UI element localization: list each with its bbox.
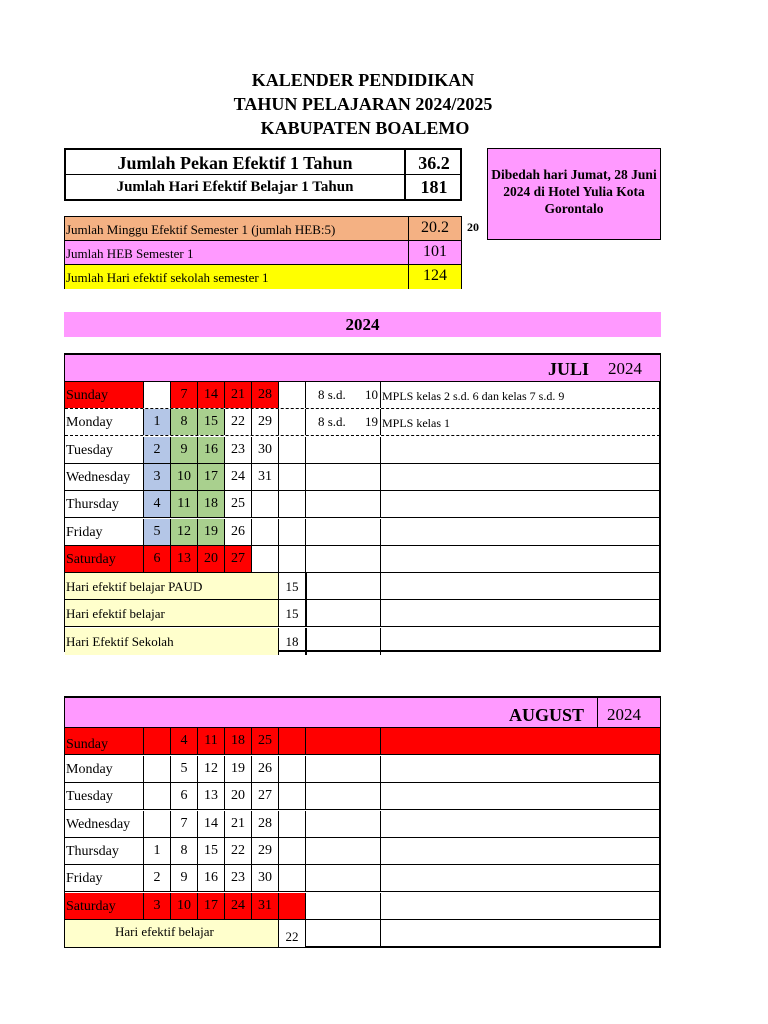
range-cell <box>306 920 381 947</box>
date-cell <box>279 756 306 782</box>
date-cell <box>279 865 306 891</box>
date-cell: 29 <box>252 838 279 864</box>
day-row-tuesday <box>65 783 660 810</box>
date-cell: 13 <box>198 783 225 809</box>
event-cell <box>381 838 660 864</box>
semester-label: Jumlah HEB Semester 1 <box>66 241 409 264</box>
date-cell: 4 <box>144 491 171 517</box>
summary-row-days <box>66 175 460 199</box>
month-name: AUGUST <box>509 705 585 725</box>
day-row-friday <box>65 519 660 546</box>
date-cell: 20 <box>225 783 252 809</box>
event-text: MPLS kelas 2 s.d. 6 dan kelas 7 s.d. 9 <box>382 389 565 403</box>
range-cell <box>306 519 381 545</box>
month-august <box>64 696 661 948</box>
effective-value: 22 <box>279 920 306 947</box>
range-from: 8 s.d. <box>318 414 346 430</box>
date-cell: 5 <box>171 756 198 782</box>
date-cell: 12 <box>198 756 225 782</box>
effective-label: Hari efektif belajar <box>65 920 279 947</box>
range-cell <box>306 756 381 782</box>
day-row-friday <box>65 865 660 892</box>
event-cell <box>381 437 660 463</box>
day-name: Thursday <box>65 838 144 864</box>
month-name: JULI <box>548 359 590 379</box>
date-cell: 13 <box>171 546 198 572</box>
date-cell: 23 <box>225 865 252 891</box>
date-cell <box>279 382 306 408</box>
date-cell: 19 <box>198 519 225 545</box>
event-cell <box>381 491 660 517</box>
effective-row <box>65 628 660 655</box>
day-row-monday <box>65 756 660 783</box>
date-cell: 18 <box>198 491 225 517</box>
header-divider <box>597 698 598 727</box>
event-cell <box>381 382 660 408</box>
day-row-wednesday <box>65 811 660 838</box>
date-cell: 2 <box>144 437 171 463</box>
day-name: Saturday <box>65 546 144 572</box>
date-cell <box>279 783 306 809</box>
range-cell <box>306 628 381 655</box>
semester-label: Jumlah Hari efektif sekolah semester 1 <box>66 265 409 289</box>
date-cell: 1 <box>144 838 171 864</box>
day-name: Wednesday <box>65 811 144 837</box>
range-cell <box>306 437 381 463</box>
date-cell <box>279 409 306 435</box>
date-cell: 9 <box>171 437 198 463</box>
day-row-thursday <box>65 838 660 865</box>
range-to: 10 <box>365 387 378 402</box>
date-cell: 16 <box>198 437 225 463</box>
date-cell <box>144 382 171 408</box>
day-name: Friday <box>65 865 144 891</box>
summary-value: 36.2 <box>418 153 450 173</box>
day-row-saturday <box>65 893 660 920</box>
date-cell: 17 <box>198 893 225 919</box>
date-cell: 24 <box>225 893 252 919</box>
range-cell <box>306 573 381 599</box>
date-cell <box>252 519 279 545</box>
date-cell: 21 <box>225 811 252 837</box>
day-name: Friday <box>65 519 144 545</box>
date-cell: 14 <box>198 382 225 408</box>
event-cell <box>381 893 660 919</box>
day-row-saturday <box>65 546 660 573</box>
date-cell <box>144 783 171 809</box>
day-row-sunday <box>65 728 660 755</box>
effective-row <box>65 573 660 600</box>
effective-label: Hari efektif belajar <box>65 600 279 626</box>
month-year: 2024 <box>608 359 642 378</box>
year-banner: 2024 <box>64 312 661 337</box>
date-cell: 22 <box>225 838 252 864</box>
date-cell <box>279 491 306 517</box>
effective-row <box>65 920 660 947</box>
day-row-thursday <box>65 491 660 518</box>
semester-value: 124 <box>423 267 447 284</box>
summary-value: 181 <box>420 177 448 197</box>
date-cell: 30 <box>252 437 279 463</box>
effective-label: Hari Efektif Sekolah <box>65 628 279 655</box>
semester-value: 101 <box>423 243 447 260</box>
date-cell: 10 <box>171 893 198 919</box>
range-cell <box>306 409 381 435</box>
semester-row-heb <box>65 241 461 265</box>
date-cell <box>144 811 171 837</box>
month-header <box>65 698 660 728</box>
day-name: Sunday <box>65 728 144 754</box>
summary-box <box>64 148 462 201</box>
event-cell <box>381 728 660 754</box>
day-name: Thursday <box>65 491 144 517</box>
semester-row-school-days <box>65 265 461 289</box>
date-cell: 22 <box>225 409 252 435</box>
day-name: Monday <box>65 756 144 782</box>
date-cell: 9 <box>171 865 198 891</box>
date-cell: 23 <box>225 437 252 463</box>
semester-value: 20.2 <box>421 219 449 236</box>
date-cell: 27 <box>252 783 279 809</box>
range-cell <box>306 865 381 891</box>
date-cell <box>279 811 306 837</box>
date-cell: 29 <box>252 409 279 435</box>
date-cell: 21 <box>225 382 252 408</box>
day-row-monday <box>65 409 660 436</box>
event-cell <box>381 756 660 782</box>
date-cell: 18 <box>225 728 252 754</box>
date-cell: 15 <box>198 409 225 435</box>
event-cell <box>381 519 660 545</box>
effective-value: 15 <box>279 573 306 599</box>
range-cell <box>306 491 381 517</box>
event-cell <box>381 409 660 435</box>
date-cell: 15 <box>198 838 225 864</box>
effective-row <box>65 600 660 627</box>
date-cell: 5 <box>144 519 171 545</box>
range-cell <box>306 728 381 754</box>
date-cell: 16 <box>198 865 225 891</box>
date-cell: 20 <box>198 546 225 572</box>
semester-side-value: 20 <box>467 220 479 234</box>
date-cell: 25 <box>252 728 279 754</box>
workshop-note: Dibedah hari Jumat, 28 Juni 2024 di Hotel Yulia Kota Gorontalo <box>487 148 661 240</box>
event-cell <box>381 783 660 809</box>
date-cell: 6 <box>144 546 171 572</box>
range-cell <box>306 600 381 626</box>
month-year: 2024 <box>607 705 641 724</box>
range-cell <box>306 382 381 408</box>
day-row-sunday <box>65 382 660 409</box>
semester-box <box>64 216 462 289</box>
date-cell: 10 <box>171 464 198 490</box>
day-name: Tuesday <box>65 437 144 463</box>
date-cell: 6 <box>171 783 198 809</box>
effective-label: Hari efektif belajar PAUD <box>65 573 279 599</box>
date-cell <box>279 546 306 572</box>
date-cell: 31 <box>252 464 279 490</box>
date-cell <box>252 546 279 572</box>
date-cell <box>279 437 306 463</box>
date-cell <box>144 756 171 782</box>
date-cell <box>144 728 171 754</box>
event-cell <box>381 865 660 891</box>
date-cell: 26 <box>252 756 279 782</box>
date-cell: 7 <box>171 382 198 408</box>
date-cell: 3 <box>144 893 171 919</box>
date-cell <box>279 893 306 919</box>
date-cell: 19 <box>225 756 252 782</box>
range-cell <box>306 464 381 490</box>
date-cell <box>279 838 306 864</box>
summary-row-weeks <box>66 150 460 175</box>
date-cell: 28 <box>252 811 279 837</box>
date-cell <box>252 491 279 517</box>
date-cell: 30 <box>252 865 279 891</box>
range-cell <box>306 546 381 572</box>
range-from: 8 s.d. <box>318 387 346 402</box>
event-cell <box>381 464 660 490</box>
event-cell <box>381 811 660 837</box>
date-cell <box>279 519 306 545</box>
date-cell: 3 <box>144 464 171 490</box>
day-name: Monday <box>65 409 144 435</box>
date-cell: 11 <box>171 491 198 517</box>
range-cell <box>306 893 381 919</box>
day-name: Saturday <box>65 893 144 919</box>
date-cell <box>279 728 306 754</box>
day-name: Sunday <box>65 382 144 408</box>
month-juli <box>64 353 661 652</box>
date-cell: 27 <box>225 546 252 572</box>
date-cell: 8 <box>171 838 198 864</box>
effective-value: 18 <box>279 628 306 655</box>
title-line-2: TAHUN PELAJARAN 2024/2025 <box>233 94 493 114</box>
day-row-tuesday <box>65 437 660 464</box>
date-cell: 17 <box>198 464 225 490</box>
range-cell <box>306 838 381 864</box>
summary-label: Jumlah Pekan Efektif 1 Tahun <box>66 150 406 174</box>
summary-label: Jumlah Hari Efektif Belajar 1 Tahun <box>66 175 406 199</box>
event-text: MPLS kelas 1 <box>382 416 451 431</box>
title-line-1: KALENDER PENDIDIKAN <box>251 70 475 90</box>
date-cell: 25 <box>225 491 252 517</box>
event-cell <box>381 546 660 572</box>
day-row-wednesday <box>65 464 660 491</box>
date-cell <box>279 464 306 490</box>
semester-row-weeks <box>65 217 461 241</box>
date-cell: 14 <box>198 811 225 837</box>
date-cell: 31 <box>252 893 279 919</box>
date-cell: 7 <box>171 811 198 837</box>
date-cell: 28 <box>252 382 279 408</box>
range-cell <box>306 811 381 837</box>
date-cell: 1 <box>144 409 171 435</box>
month-header <box>65 355 660 382</box>
semester-label: Jumlah Minggu Efektif Semester 1 (jumlah HEB:5) <box>66 217 409 240</box>
date-cell: 12 <box>171 519 198 545</box>
date-cell: 11 <box>198 728 225 754</box>
effective-value: 15 <box>279 600 306 626</box>
date-cell: 26 <box>225 519 252 545</box>
date-cell: 24 <box>225 464 252 490</box>
range-to: 19 <box>365 414 378 430</box>
date-cell: 4 <box>171 728 198 754</box>
date-cell: 8 <box>171 409 198 435</box>
range-cell <box>306 783 381 809</box>
day-name: Wednesday <box>65 464 144 490</box>
title-line-3: KABUPATEN BOALEMO <box>260 118 470 138</box>
day-name: Tuesday <box>65 783 144 809</box>
date-cell: 2 <box>144 865 171 891</box>
